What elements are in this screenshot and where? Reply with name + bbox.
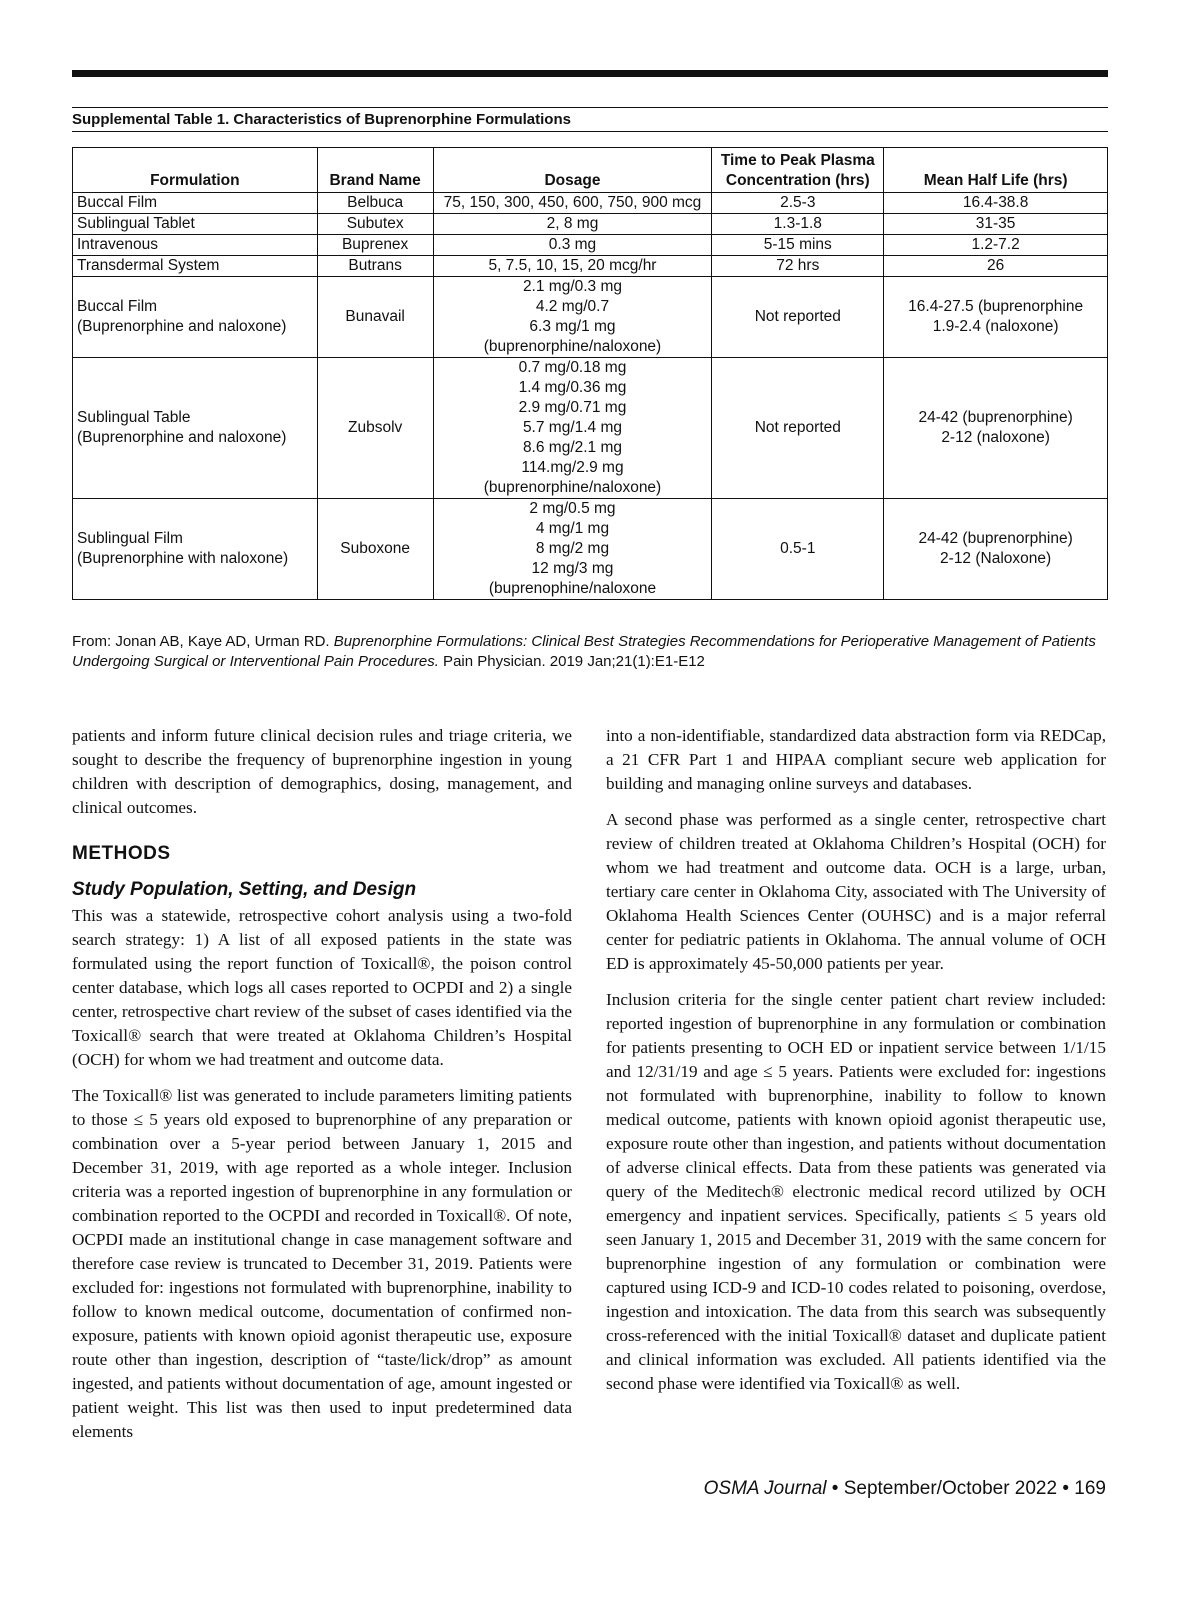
cell-halflife	[884, 499, 1108, 600]
table-row	[73, 277, 1108, 358]
cell-halflife-line: 31-35	[975, 215, 1016, 232]
source-suffix: Pain Physician. 2019 Jan;21(1):E1-E12	[438, 653, 705, 670]
formulations-table	[72, 147, 1108, 600]
table-header-row	[73, 148, 1108, 193]
table-row	[73, 214, 1108, 235]
cell-formulation-line: Sublingual Table	[77, 409, 191, 426]
cell-dosage	[433, 193, 712, 214]
cell-dosage-line: 2.9 mg/0.71 mg	[518, 399, 627, 416]
cell-formulation-line: (Buprenorphine and naloxone)	[77, 318, 287, 335]
table-row	[73, 256, 1108, 277]
cell-halflife	[884, 214, 1108, 235]
cell-formulation	[73, 277, 318, 358]
cell-tmax: 5-15 mins	[712, 235, 884, 256]
cell-dosage-line: 0.7 mg/0.18 mg	[518, 359, 627, 376]
cell-dosage-line: 2.1 mg/0.3 mg	[522, 278, 623, 295]
cell-formulation	[73, 358, 318, 499]
table-row	[73, 499, 1108, 600]
cell-dosage-line: (buprenorphine/naloxone)	[483, 479, 662, 496]
left-paragraph-2: This was a statewide, retrospective cohort analysis using a two-fold search strategy: 1) A list of all exposed patients in the state was formulated using the report function of Toxicall®, the poison control center database, which logs all cases reported to OCPDI and 2) a single center, retrospective chart review of the subset of cases identified via the Toxicall® search that were treated at Oklahoma Children’s Hospital (OCH) for whom we had treatment and outcome data.	[72, 906, 572, 1069]
page-footer	[704, 1478, 1106, 1500]
cell-halflife-line: 16.4-38.8	[962, 194, 1029, 211]
footer-issue: September/October 2022	[843, 1478, 1058, 1499]
cell-formulation	[73, 193, 318, 214]
cell-dosage-line: 5.7 mg/1.4 mg	[522, 419, 623, 436]
study-population-subheading: Study Population, Setting, and Design	[72, 879, 417, 900]
cell-brand: Suboxone	[317, 499, 433, 600]
cell-halflife-line: 24-42 (buprenorphine)	[918, 530, 1073, 547]
source-title: Buprenorphine Formulations: Clinical Best Strategies Recommendations for Perioperative Management of Patients Undergoing Surgical or Interventional Pain Procedures.	[72, 633, 1096, 670]
cell-dosage	[433, 256, 712, 277]
header-brand: Brand Name	[317, 148, 433, 193]
left-paragraph-1: patients and inform future clinical decision rules and triage criteria, we sought to describe the frequency of buprenorphine ingestion in young children with description of demographics, dosing, management, and clinical outcomes.	[72, 726, 572, 817]
header-tmax-line1: Time to Peak Plasma	[720, 152, 875, 169]
cell-brand: Belbuca	[317, 193, 433, 214]
cell-halflife-line: 24-42 (buprenorphine)	[918, 409, 1073, 426]
cell-dosage-line: (buprenophine/naloxone	[488, 580, 657, 597]
cell-formulation-line: (Buprenorphine with naloxone)	[77, 550, 289, 567]
footer-page-number: 169	[1074, 1478, 1106, 1499]
table-title-bar	[72, 107, 1108, 132]
right-column	[606, 724, 1106, 1408]
cell-dosage-line: 75, 150, 300, 450, 600, 750, 900 mcg	[443, 194, 702, 211]
cell-dosage	[433, 214, 712, 235]
table-title: Supplemental Table 1. Characteristics of Buprenorphine Formulations	[72, 111, 571, 128]
cell-halflife	[884, 235, 1108, 256]
header-tmax	[712, 148, 884, 193]
cell-dosage-line: 2 mg/0.5 mg	[529, 500, 616, 517]
source-prefix: From: Jonan AB, Kaye AD, Urman RD.	[72, 633, 334, 650]
cell-tmax: 0.5-1	[712, 499, 884, 600]
cell-dosage-line: 4.2 mg/0.7	[535, 298, 610, 315]
cell-dosage-line: 4 mg/1 mg	[535, 520, 610, 537]
cell-halflife	[884, 277, 1108, 358]
table-row	[73, 358, 1108, 499]
right-paragraph-3: Inclusion criteria for the single center patient chart review included: reported ingestion of buprenorphine in any formulation or combination for patients presenting to OCH ED or inpatient service between 1/1/15 and 12/31/19 and age ≤ 5 years. Patients were excluded for: ingestions not formulated with buprenorphine, inability to follow to known medical outcome, patients with known opioid agonist therapeutic use, exposure route other than ingestion, and patients without documentation of adverse clinical effects. Data from these patients was generated via query of the Meditech® electronic medical record utilized by OCH emergency and inpatient services. Specifically, patients ≤ 5 years old seen January 1, 2015 and December 31, 2019 with the same concern for buprenorphine ingestion of any formulation or combination were captured using ICD-9 and ICD-10 codes related to poisoning, overdose, ingestion and intoxication. The data from this search was subsequently cross-referenced with the initial Toxicall® dataset and duplicate patient and clinical information was excluded. All patients identified via the second phase were identified via Toxicall® as well.	[606, 990, 1106, 1393]
cell-halflife	[884, 193, 1108, 214]
right-paragraph-1: into a non-identifiable, standardized data abstraction form via REDCap, a 21 CFR Part 1 and HIPAA compliant secure web application for building and managing online surveys and databases.	[606, 726, 1106, 793]
cell-brand: Zubsolv	[317, 358, 433, 499]
header-halflife: Mean Half Life (hrs)	[884, 148, 1108, 193]
header-formulation: Formulation	[73, 148, 318, 193]
cell-brand: Subutex	[317, 214, 433, 235]
footer-separator-1: •	[826, 1478, 844, 1499]
cell-formulation-line: Buccal Film	[77, 194, 158, 211]
cell-dosage-line: 2, 8 mg	[546, 215, 599, 232]
cell-formulation-line: Intravenous	[77, 236, 158, 253]
cell-formulation-line: Buccal Film	[77, 298, 158, 315]
methods-heading: METHODS	[72, 843, 171, 864]
footer-separator-2: •	[1057, 1478, 1075, 1499]
cell-brand: Bunavail	[317, 277, 433, 358]
cell-halflife-line: 26	[986, 257, 1005, 274]
cell-halflife	[884, 358, 1108, 499]
right-paragraph-2: A second phase was performed as a single center, retrospective chart review of children treated at Oklahoma Children’s Hospital (OCH) for whom we had treatment and outcome data. OCH is a large, urban, tertiary care center in Oklahoma City, associated with The University of Oklahoma Health Sciences Center (OUHSC) and is a major referral center for pediatric patients in Oklahoma. The annual volume of OCH ED is approximately 45-50,000 patients per year.	[606, 810, 1106, 973]
cell-dosage-line: 5, 7.5, 10, 15, 20 mcg/hr	[488, 257, 657, 274]
cell-dosage	[433, 235, 712, 256]
cell-halflife-line: 1.2-7.2	[971, 236, 1020, 253]
cell-tmax: 2.5-3	[712, 193, 884, 214]
cell-dosage-line: 6.3 mg/1 mg	[529, 318, 616, 335]
cell-formulation-line: Sublingual Film	[77, 530, 183, 547]
cell-halflife-line: 1.9-2.4 (naloxone)	[932, 318, 1059, 335]
cell-dosage	[433, 277, 712, 358]
header-tmax-line2: Concentration (hrs)	[725, 172, 870, 189]
cell-formulation	[73, 499, 318, 600]
cell-dosage-line: 8 mg/2 mg	[535, 540, 610, 557]
cell-tmax: 72 hrs	[712, 256, 884, 277]
header-dosage: Dosage	[433, 148, 712, 193]
cell-tmax: Not reported	[712, 358, 884, 499]
cell-dosage-line: 0.3 mg	[548, 236, 597, 253]
cell-formulation	[73, 214, 318, 235]
cell-dosage-line: 1.4 mg/0.36 mg	[518, 379, 627, 396]
cell-dosage-line: 8.6 mg/2.1 mg	[522, 439, 623, 456]
cell-dosage-line: 114.mg/2.9 mg	[521, 459, 624, 476]
cell-tmax: Not reported	[712, 277, 884, 358]
cell-dosage-line: 12 mg/3 mg	[531, 560, 614, 577]
cell-halflife	[884, 256, 1108, 277]
cell-formulation-line: Transdermal System	[77, 257, 220, 274]
cell-dosage	[433, 358, 712, 499]
cell-halflife-line: 16.4-27.5 (buprenorphine	[908, 298, 1084, 315]
cell-halflife-line: 2-12 (Naloxone)	[940, 550, 1052, 567]
cell-brand: Butrans	[317, 256, 433, 277]
cell-dosage-line: (buprenorphine/naloxone)	[483, 338, 662, 355]
left-paragraph-3: The Toxicall® list was generated to include parameters limiting patients to those ≤ 5 years old exposed to buprenorphine of any preparation or combination over a 5-year period between January 1, 2015 and December 31, 2019, with age reported as a whole integer. Inclusion criteria was a reported ingestion of buprenorphine in any formulation or combination reported to the OCPDI and recorded in Toxicall®. Of note, OCPDI made an institutional change in case management software and therefore case review is truncated to December 31, 2019. Patients were excluded for: ingestions not formulated with buprenorphine, inability to follow to known medical outcome, documentation of confirmed non-exposure, patients with known opioid agonist therapeutic use, exposure route other than ingestion, description of “taste/lick/drop” as amount ingested, and patients without documentation of age, amount ingested or patient weight. This list was then used to input predetermined data elements	[72, 1086, 572, 1441]
table-row	[73, 235, 1108, 256]
cell-formulation-line: (Buprenorphine and naloxone)	[77, 429, 287, 446]
top-rule	[72, 70, 1108, 77]
cell-formulation-line: Sublingual Tablet	[77, 215, 195, 232]
cell-halflife-line: 2-12 (naloxone)	[941, 429, 1050, 446]
table-source	[72, 632, 1112, 672]
cell-brand: Buprenex	[317, 235, 433, 256]
cell-formulation	[73, 235, 318, 256]
footer-journal: OSMA Journal	[703, 1478, 827, 1499]
cell-formulation	[73, 256, 318, 277]
table-row	[73, 193, 1108, 214]
left-column	[72, 724, 572, 1456]
cell-tmax: 1.3-1.8	[712, 214, 884, 235]
cell-dosage	[433, 499, 712, 600]
